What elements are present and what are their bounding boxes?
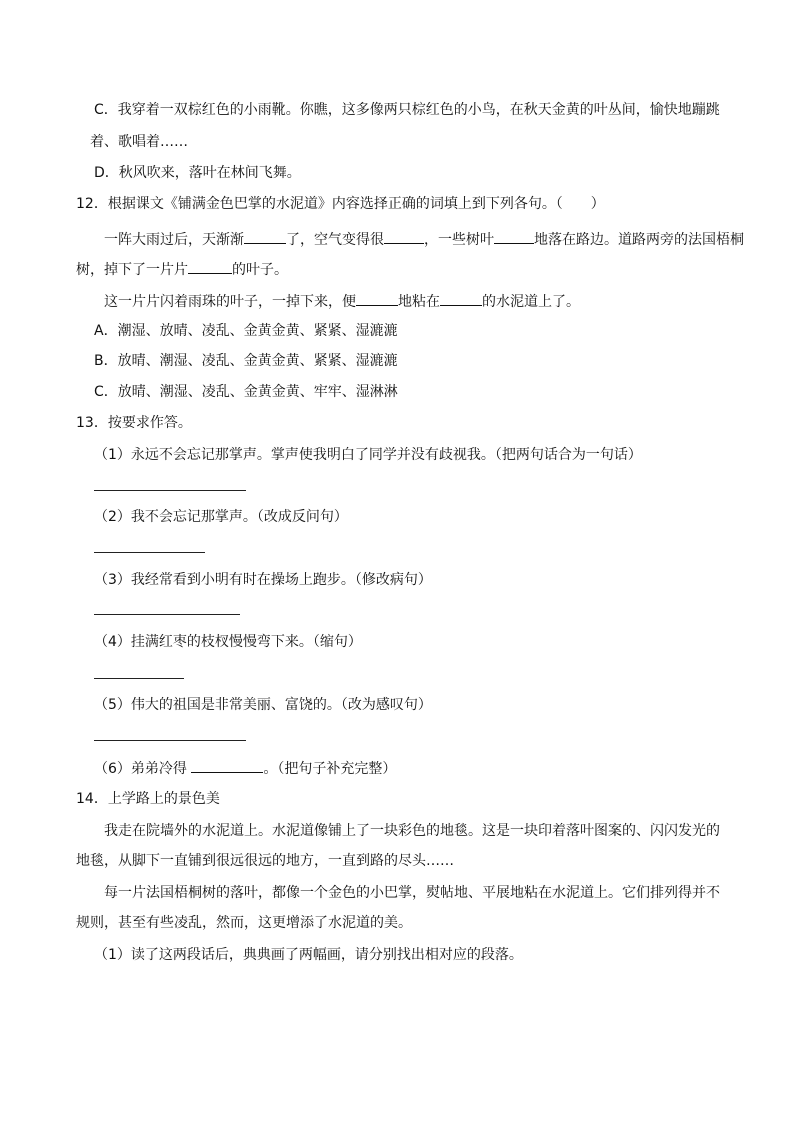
- blank-line: [440, 291, 482, 306]
- q13-item-6: [94, 758, 396, 778]
- blank-line: [494, 229, 534, 244]
- q12-sentence2: [104, 291, 580, 311]
- q13-item-3: （3）我经常看到小明有时在操场上跑步。（修改病句）: [94, 572, 432, 588]
- answer-line: [94, 740, 246, 741]
- q12-s1-part-d: 地落在路边。道路两旁的法国梧桐: [534, 232, 744, 248]
- q14-paragraph1-line2: 地毯，从脚下一直铺到很远很远的地方，一直到路的尽头……: [76, 853, 454, 869]
- q13-item-4: （4）挂满红枣的枝杈慢慢弯下来。（缩句）: [94, 634, 362, 650]
- blank-line: [384, 229, 424, 244]
- q14-paragraph1-line1: 我走在院墙外的水泥道上。水泥道像铺上了一块彩色的地毯。这是一块印着落叶图案的、闪闪发光的: [104, 823, 720, 839]
- q12-option-b: B．放晴、潮湿、凌乱、金黄金黄、紧紧、湿漉漉: [94, 353, 398, 369]
- q13-item-2: （2）我不会忘记那掌声。（改成反问句）: [94, 509, 348, 525]
- answer-line: [94, 678, 184, 679]
- blank-line: [356, 291, 398, 306]
- q12-stem: 12．根据课文《铺满金色巴掌的水泥道》内容选择正确的词填上到下列各句。（ ）: [76, 196, 605, 212]
- answer-line: [94, 490, 246, 491]
- q12-option-a: A．潮湿、放晴、凌乱、金黄金黄、紧紧、湿漉漉: [94, 323, 398, 339]
- q13-item6-part-a: （6）弟弟冷得: [94, 761, 187, 777]
- q12-s2-part-b: 地粘在: [398, 294, 440, 310]
- q12-s1-part-a: 一阵大雨过后，天渐渐: [104, 232, 244, 248]
- q12-option-c: C．放晴、潮湿、凌乱、金黄金黄、牢牢、湿淋淋: [94, 384, 398, 400]
- q13-item6-part-b: 。（把句子补充完整）: [263, 761, 397, 777]
- q12-s2-part-c: 的水泥道上了。: [482, 294, 580, 310]
- q12-s2-part-a: 这一片片闪着雨珠的叶子，一掉下来，便: [104, 294, 356, 310]
- q12-sentence1-line1: [104, 229, 744, 249]
- answer-line: [94, 552, 205, 553]
- q12-s1-part-c: ，一些树叶: [424, 232, 494, 248]
- blank-line: [244, 229, 286, 244]
- q12-sentence1-line2: [76, 259, 288, 279]
- q11-option-c-line2: 着、歌唱着……: [90, 134, 188, 150]
- q14-paragraph2-line2: 规则，甚至有些凌乱，然而，这更增添了水泥道的美。: [76, 915, 412, 931]
- q13-stem: 13．按要求作答。: [76, 415, 192, 431]
- q12-s1-line2-part-b: 的叶子。: [232, 262, 288, 278]
- blank-line: [188, 259, 232, 274]
- q13-item-1: （1）永远不会忘记那掌声。掌声使我明白了同学并没有歧视我。（把两句话合为一句话）: [94, 447, 642, 463]
- q11-option-c-line1: C．我穿着一双棕红色的小雨靴。你瞧，这多像两只棕红色的小鸟，在秋天金黄的叶丛间，愉快地蹦跳: [94, 102, 720, 118]
- blank-line: [191, 758, 263, 773]
- q13-item-5: （5）伟大的祖国是非常美丽、富饶的。（改为感叹句）: [94, 697, 432, 713]
- q14-subquestion-1: （1）读了这两段话后，典典画了两幅画，请分别找出相对应的段落。: [94, 947, 523, 963]
- q14-paragraph2-line1: 每一片法国梧桐树的落叶，都像一个金色的小巴掌，熨帖地、平展地粘在水泥道上。它们排列得并不: [104, 885, 720, 901]
- q11-option-d: D．秋风吹来，落叶在林间飞舞。: [94, 165, 301, 181]
- q12-s1-line2-part-a: 树，掉下了一片片: [76, 262, 188, 278]
- answer-line: [94, 614, 240, 615]
- q12-s1-part-b: 了，空气变得很: [286, 232, 384, 248]
- q14-stem: 14．上学路上的景色美: [76, 791, 220, 807]
